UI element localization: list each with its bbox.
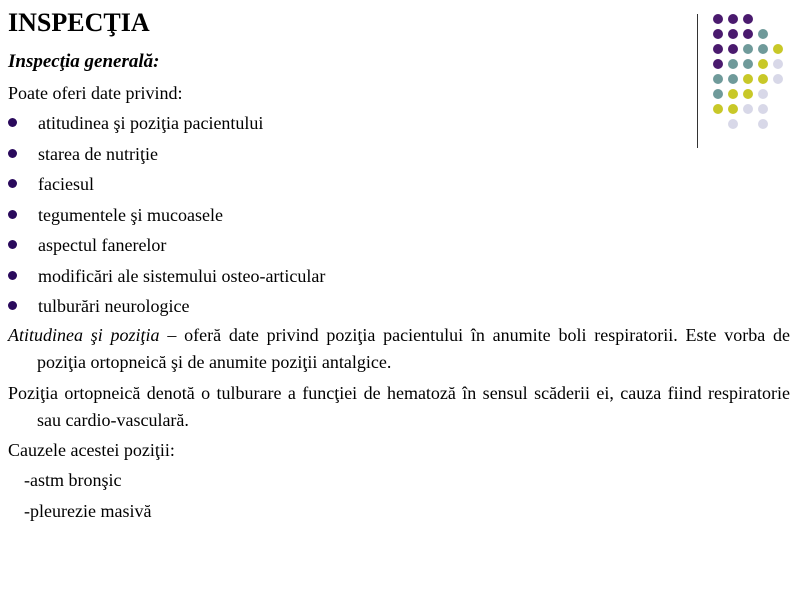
- decorative-dot: [728, 29, 738, 39]
- slide-content: [8, 47, 790, 526]
- bullet-text: atitudinea şi poziţia pacientului: [38, 113, 264, 133]
- bullet-item: [8, 108, 790, 139]
- decorative-dot: [713, 29, 723, 39]
- paragraph-term: Atitudinea şi poziţia: [8, 324, 160, 345]
- bullet-text: faciesul: [38, 174, 94, 194]
- section-subheading: Inspecţia generală:: [8, 51, 160, 72]
- bullet-text: modificări ale sistemului osteo-articular: [38, 265, 326, 286]
- cause-item: -astm bronşic: [24, 470, 122, 490]
- bullet-list: [8, 108, 790, 322]
- intro-text: Poate oferi date privind:: [8, 82, 183, 103]
- decorative-dot: [713, 14, 723, 24]
- paragraph-text: – oferă date privind poziţia pacientului în anumite boli respiratorii. Este vorba de poziţia ortopneică şi de anumite poziţii antalgice.: [37, 324, 790, 372]
- bullet-text: starea de nutriţie: [38, 143, 158, 164]
- decorative-dot: [758, 29, 768, 39]
- slide-title: INSPECŢIA: [8, 8, 150, 37]
- bullet-icon: [8, 240, 17, 249]
- bullet-icon: [8, 118, 17, 127]
- bullet-text: tulburări neurologice: [38, 296, 190, 316]
- causes-label: Cauzele acestei poziţii:: [8, 439, 175, 460]
- bullet-icon: [8, 149, 17, 158]
- bullet-text: tegumentele şi mucoasele: [38, 204, 223, 225]
- bullet-item: [8, 261, 790, 292]
- cause-item: -pleurezie masivă: [24, 500, 152, 521]
- bullet-item: [8, 139, 790, 170]
- decorative-dot: [743, 29, 753, 39]
- paragraph-atitudine: [8, 322, 790, 377]
- bullet-item: [8, 230, 790, 261]
- paragraph-ortopneica: Poziţia ortopneică denotă o tulburare a funcţiei de hematoză în sensul scăderii ei, cauza fiind respiratorie sau cardio-vasculară.: [8, 382, 790, 430]
- bullet-item: [8, 200, 790, 231]
- bullet-icon: [8, 210, 17, 219]
- bullet-icon: [8, 179, 17, 188]
- decorative-dot: [728, 14, 738, 24]
- decorative-dot: [743, 14, 753, 24]
- bullet-item: [8, 291, 790, 322]
- bullet-item: [8, 169, 790, 200]
- bullet-text: aspectul fanerelor: [38, 235, 167, 255]
- bullet-icon: [8, 301, 17, 310]
- bullet-icon: [8, 271, 17, 280]
